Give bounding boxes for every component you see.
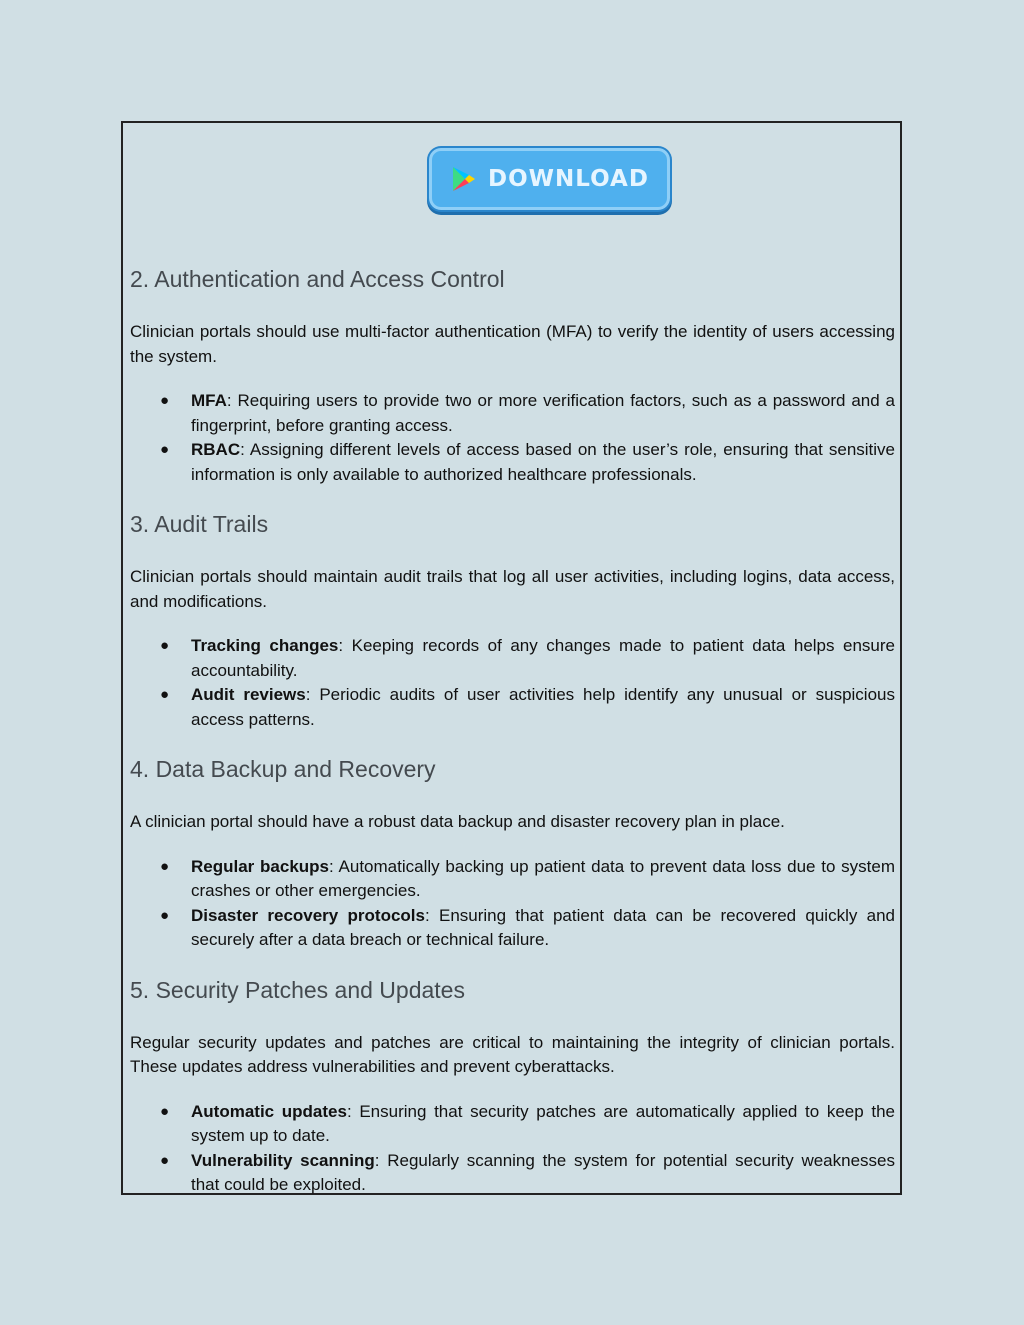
bullet-dot: ● xyxy=(160,637,170,654)
bullet-item xyxy=(160,683,895,732)
bullet-dot: ● xyxy=(160,686,170,703)
bullet-list xyxy=(130,634,895,732)
bullet-term: Vulnerability scanning xyxy=(191,1150,375,1170)
bullet-dot: ● xyxy=(160,392,170,409)
bullet-dot: ● xyxy=(160,1102,170,1120)
bullet-item xyxy=(160,634,895,683)
bullet-item xyxy=(160,1149,895,1198)
document-frame xyxy=(121,121,902,1195)
document-content xyxy=(130,262,895,1218)
bullet-dot: ● xyxy=(160,906,170,924)
bullet-dot: ● xyxy=(160,441,170,458)
bullet-item xyxy=(160,855,895,904)
bullet-term: Audit reviews xyxy=(191,685,306,704)
bullet-item xyxy=(160,389,895,438)
bullet-text: : Ensuring that security patches are automatically applied to keep the system up to date. xyxy=(191,1101,895,1145)
bullet-term: Tracking changes xyxy=(191,636,339,655)
bullet-list xyxy=(130,389,895,487)
bullet-text: : Requiring users to provide two or more verification factors, such as a password and a fingerprint, before granting access. xyxy=(191,391,895,435)
section-intro: Clinician portals should use multi-factor authentication (MFA) to verify the identity of users accessing the system. xyxy=(130,322,895,366)
bullet-item xyxy=(160,904,895,953)
bullet-term: MFA xyxy=(191,391,227,410)
bullet-term: Automatic updates xyxy=(191,1101,347,1121)
bullet-dot: ● xyxy=(160,857,170,875)
bullet-term: RBAC xyxy=(191,440,241,459)
bullet-text: : Regularly scanning the system for potential security weaknesses that could be exploited. xyxy=(191,1150,895,1194)
bullet-item xyxy=(160,438,895,487)
section-intro: Regular security updates and patches are critical to maintaining the integrity of clinician portals. These updates address vulnerabilities and prevent cyberattacks. xyxy=(130,1032,895,1076)
section-intro: A clinician portal should have a robust data backup and disaster recovery plan in place. xyxy=(130,812,785,831)
download-button[interactable] xyxy=(429,148,670,210)
bullet-term: Regular backups xyxy=(191,856,330,876)
bullet-text: : Periodic audits of user activities help identify any unusual or suspicious access patterns. xyxy=(191,685,895,729)
bullet-text: : Automatically backing up patient data to prevent data loss due to system crashes or other emergencies. xyxy=(191,856,895,900)
section-heading: 3. Audit Trails xyxy=(130,511,269,537)
bullet-list xyxy=(130,1100,895,1198)
section-heading: 2. Authentication and Access Control xyxy=(130,266,505,292)
bullet-list xyxy=(130,855,895,953)
download-label: DOWNLOAD xyxy=(488,166,649,192)
section-intro: Clinician portals should maintain audit trails that log all user activities, including logins, data access, and modifications. xyxy=(130,567,895,611)
section-heading: 4. Data Backup and Recovery xyxy=(130,756,436,782)
bullet-dot: ● xyxy=(160,1151,170,1169)
section-heading: 5. Security Patches and Updates xyxy=(130,976,465,1003)
bullet-text: : Assigning different levels of access based on the user’s role, ensuring that sensitive information is only available to authorized healthcare professionals. xyxy=(191,440,895,484)
bullet-term: Disaster recovery protocols xyxy=(191,905,425,925)
bullet-text: : Ensuring that patient data can be recovered quickly and securely after a data breach or technical failure. xyxy=(191,905,895,949)
bullet-item xyxy=(160,1100,895,1149)
bullet-text: : Keeping records of any changes made to patient data helps ensure accountability. xyxy=(191,636,895,680)
play-icon xyxy=(450,165,478,193)
